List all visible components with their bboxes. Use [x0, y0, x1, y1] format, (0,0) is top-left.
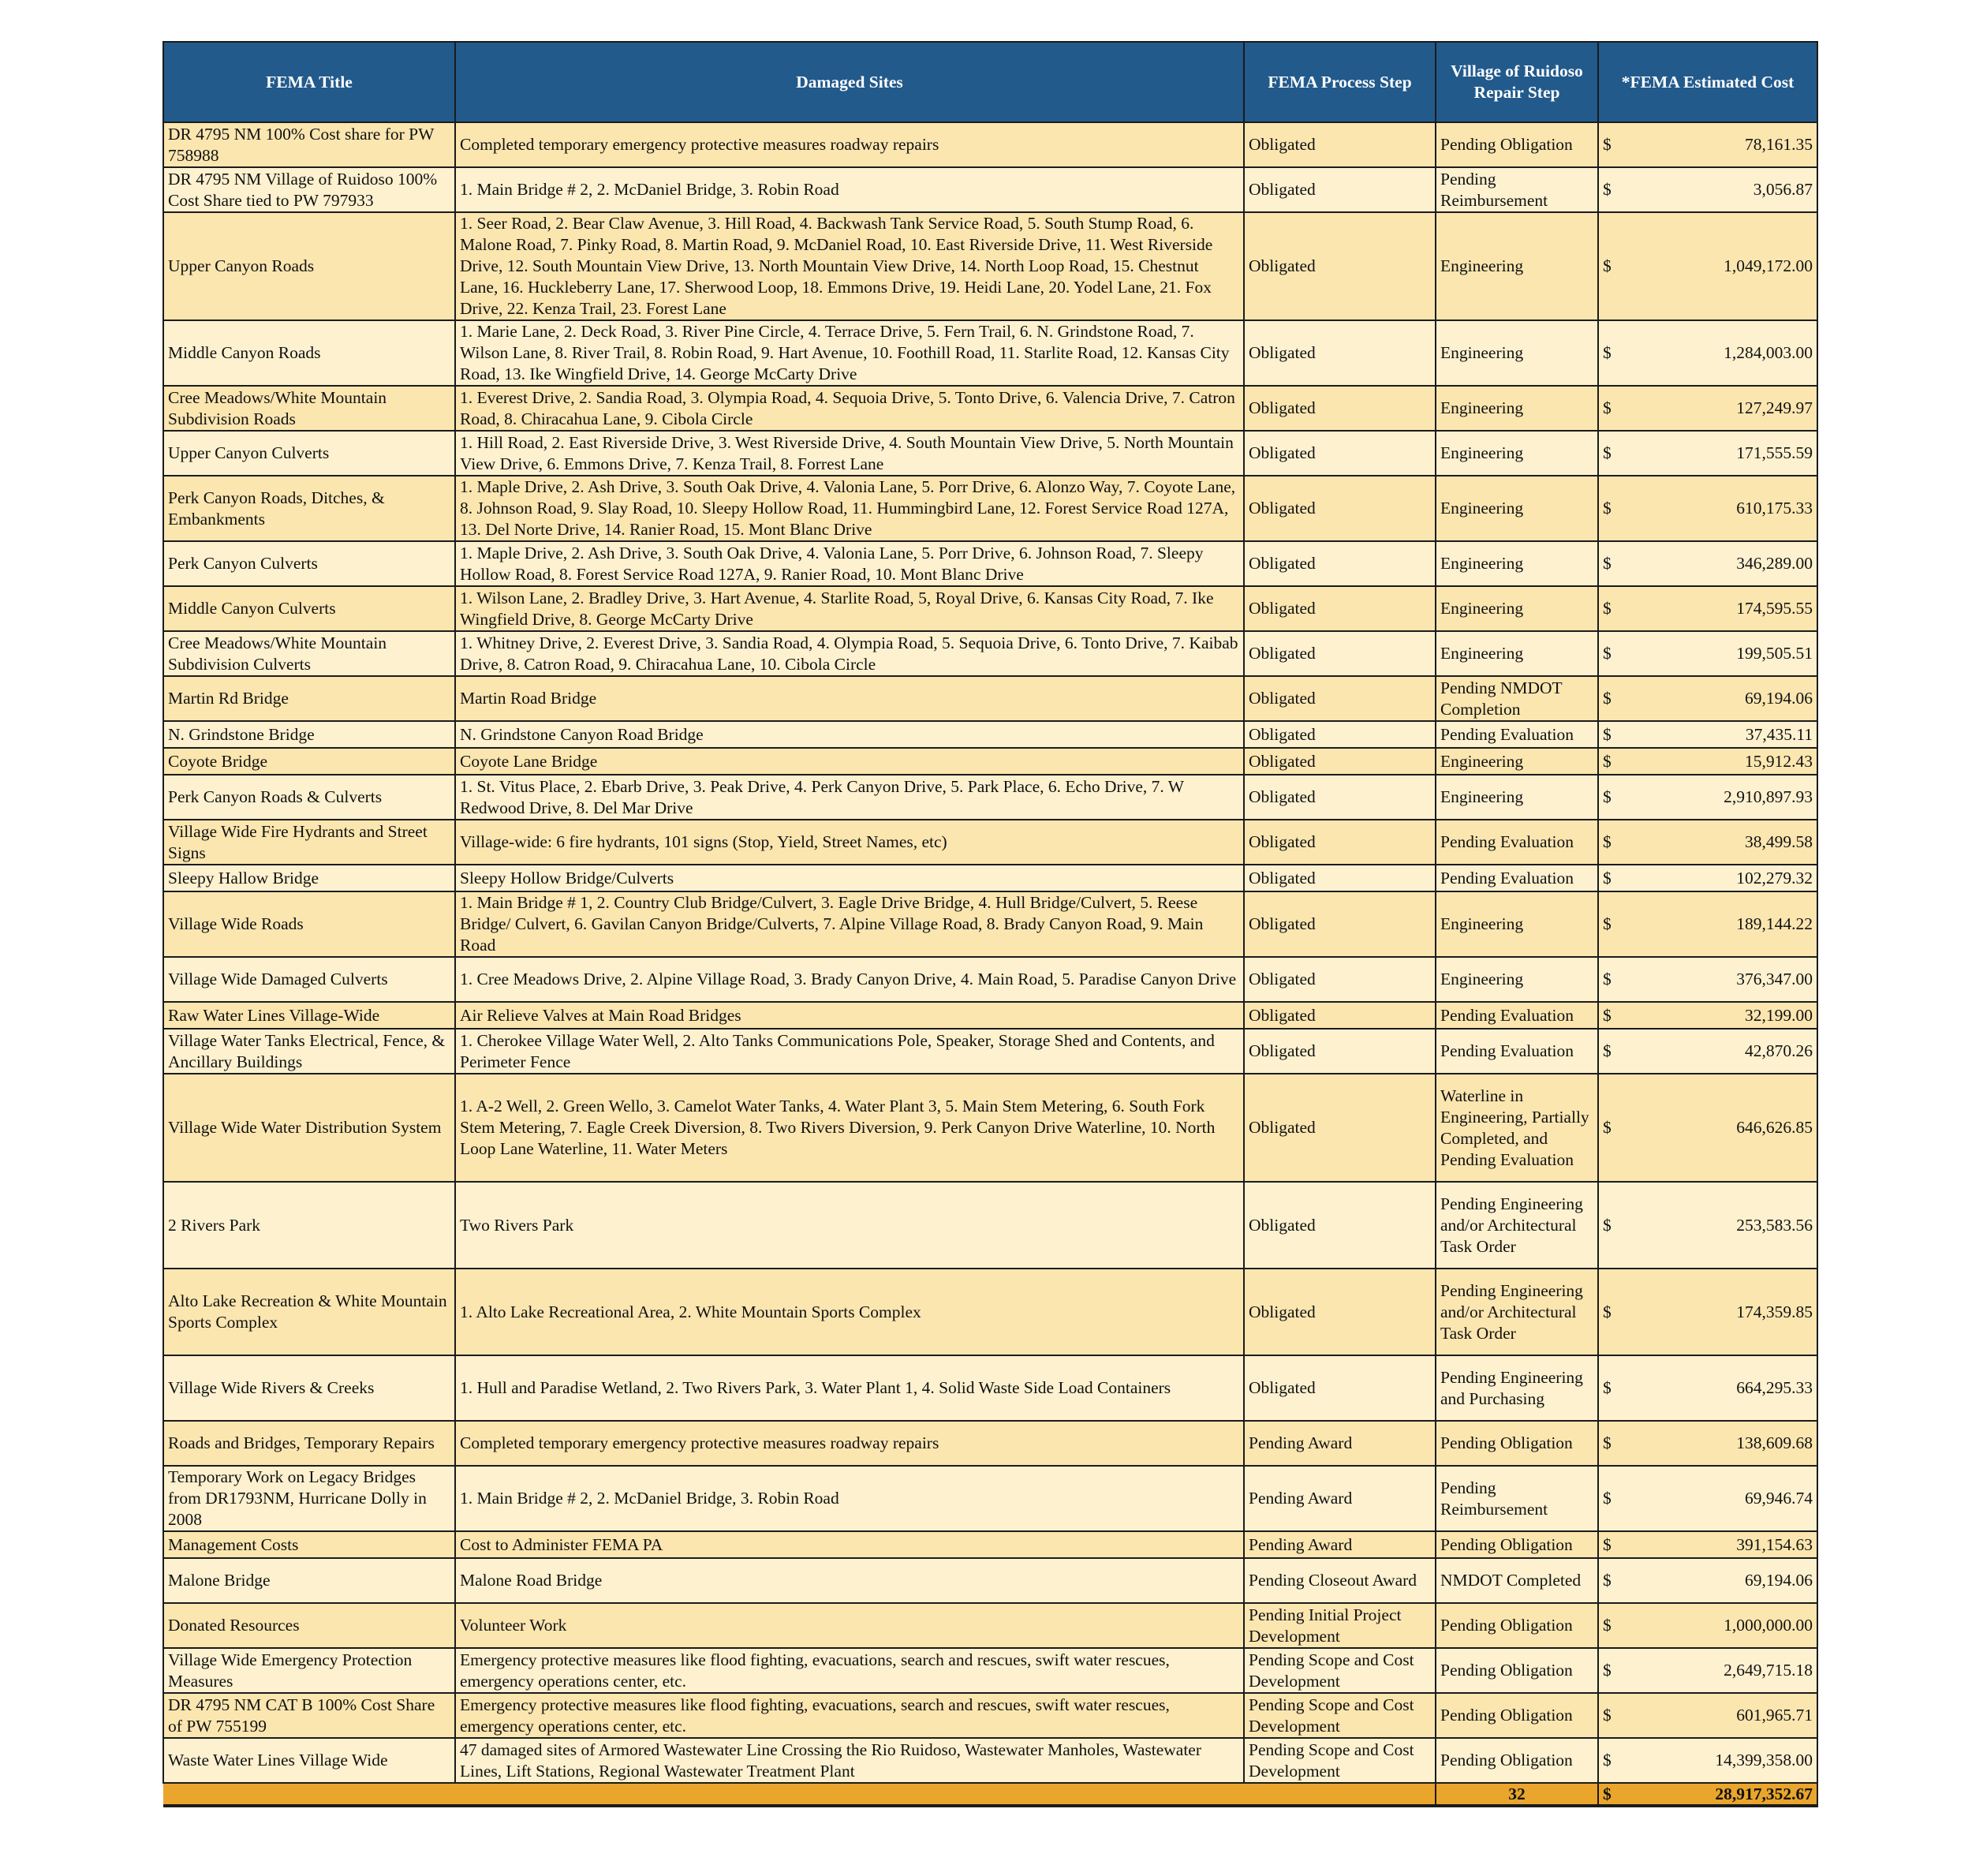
damaged-sites-cell: 1. Alto Lake Recreational Area, 2. White Mountain Sports Complex — [455, 1269, 1244, 1355]
process-step-cell: Obligated — [1244, 748, 1436, 775]
currency-cell: $ — [1598, 957, 1631, 1002]
damaged-sites-cell: 1. Maple Drive, 2. Ash Drive, 3. South Oak Drive, 4. Valonia Lane, 5. Porr Drive, 6. Johnson Road, 7. Sleepy Hollow Road, 8. Forest Service Road 127A, 9. Ranier Road, 10. Mont Blanc Drive — [455, 541, 1244, 586]
damaged-sites-cell: 1. Cree Meadows Drive, 2. Alpine Village Road, 3. Brady Canyon Drive, 4. Main Road, 5. Paradise Canyon Drive — [455, 957, 1244, 1002]
process-step-cell: Obligated — [1244, 721, 1436, 748]
currency-cell: $ — [1598, 1002, 1631, 1029]
fema-title-cell: Perk Canyon Culverts — [163, 541, 455, 586]
damaged-sites-cell: 1. Main Bridge # 2, 2. McDaniel Bridge, 3. Robin Road — [455, 167, 1244, 212]
currency-cell: $ — [1598, 586, 1631, 631]
currency-cell: $ — [1598, 775, 1631, 820]
damaged-sites-cell: N. Grindstone Canyon Road Bridge — [455, 721, 1244, 748]
process-step-cell: Obligated — [1244, 476, 1436, 541]
damaged-sites-cell: Cost to Administer FEMA PA — [455, 1531, 1244, 1558]
repair-step-cell: Engineering — [1436, 212, 1598, 320]
table-row — [163, 1182, 1817, 1269]
estimated-cost-cell: 646,626.85 — [1631, 1074, 1817, 1182]
table-row — [163, 320, 1817, 386]
fema-title-cell: Coyote Bridge — [163, 748, 455, 775]
fema-title-cell: Village Wide Roads — [163, 891, 455, 957]
damaged-sites-cell: 47 damaged sites of Armored Wastewater Line Crossing the Rio Ruidoso, Wastewater Manholes, Wastewater Lines, Lift Stations, Regional Wastewater Treatment Plant — [455, 1738, 1244, 1783]
header-row — [163, 42, 1817, 122]
header-fema-title: FEMA Title — [163, 42, 455, 122]
estimated-cost-cell: 346,289.00 — [1631, 541, 1817, 586]
table-row — [163, 586, 1817, 631]
process-step-cell: Pending Award — [1244, 1531, 1436, 1558]
repair-step-cell: Pending Obligation — [1436, 122, 1598, 167]
fema-title-cell: Martin Rd Bridge — [163, 676, 455, 721]
table-row — [163, 891, 1817, 957]
process-step-cell: Pending Award — [1244, 1466, 1436, 1531]
header-damaged-sites: Damaged Sites — [455, 42, 1244, 122]
table-row — [163, 1738, 1817, 1783]
fema-title-cell: Middle Canyon Culverts — [163, 586, 455, 631]
process-step-cell: Obligated — [1244, 631, 1436, 676]
table-row — [163, 386, 1817, 431]
process-step-cell: Obligated — [1244, 1029, 1436, 1074]
estimated-cost-cell: 102,279.32 — [1631, 865, 1817, 891]
fema-title-cell: Roads and Bridges, Temporary Repairs — [163, 1421, 455, 1466]
currency-cell: $ — [1598, 891, 1631, 957]
process-step-cell: Obligated — [1244, 122, 1436, 167]
table-row — [163, 476, 1817, 541]
estimated-cost-cell: 1,000,000.00 — [1631, 1603, 1817, 1648]
process-step-cell: Obligated — [1244, 676, 1436, 721]
repair-step-cell: Pending NMDOT Completion — [1436, 676, 1598, 721]
currency-cell: $ — [1598, 320, 1631, 386]
fema-title-cell: Upper Canyon Roads — [163, 212, 455, 320]
damaged-sites-cell: 1. Marie Lane, 2. Deck Road, 3. River Pine Circle, 4. Terrace Drive, 5. Fern Trail, 6. N. Grindstone Road, 7. Wilson Lane, 8. River Trail, 8. Robin Road, 9. Hart Avenue, 10. Foothill Road, 11. Starlite Road, 12. Kansas City Road, 13. Ike Wingfield Drive, 14. George McCarty Drive — [455, 320, 1244, 386]
damaged-sites-cell: Village-wide: 6 fire hydrants, 101 signs (Stop, Yield, Street Names, etc) — [455, 820, 1244, 865]
fema-title-cell: Raw Water Lines Village-Wide — [163, 1002, 455, 1029]
fema-title-cell: DR 4795 NM Village of Ruidoso 100% Cost Share tied to PW 797933 — [163, 167, 455, 212]
currency-cell: $ — [1598, 212, 1631, 320]
repair-step-cell: Pending Engineering and/or Architectural Task Order — [1436, 1269, 1598, 1355]
currency-cell: $ — [1598, 865, 1631, 891]
fema-title-cell: Temporary Work on Legacy Bridges from DR1793NM, Hurricane Dolly in 2008 — [163, 1466, 455, 1531]
fema-title-cell: Village Wide Emergency Protection Measures — [163, 1648, 455, 1693]
repair-step-cell: Pending Obligation — [1436, 1738, 1598, 1783]
fema-title-cell: Donated Resources — [163, 1603, 455, 1648]
currency-cell: $ — [1598, 1029, 1631, 1074]
damaged-sites-cell: Completed temporary emergency protective measures roadway repairs — [455, 1421, 1244, 1466]
header-fema-process-step: FEMA Process Step — [1244, 42, 1436, 122]
fema-title-cell: Cree Meadows/White Mountain Subdivision Roads — [163, 386, 455, 431]
damaged-sites-cell: 1. Main Bridge # 2, 2. McDaniel Bridge, 3. Robin Road — [455, 1466, 1244, 1531]
damaged-sites-cell: 1. Main Bridge # 1, 2. Country Club Bridge/Culvert, 3. Eagle Drive Bridge, 4. Hull Bridge/Culvert, 5. Reese Bridge/ Culvert, 6. Gavilan Canyon Bridge/Culverts, 7. Alpine Village Road, 8. Brady Canyon Road, 9. Main Road — [455, 891, 1244, 957]
fema-title-cell: Sleepy Hallow Bridge — [163, 865, 455, 891]
table-row — [163, 1693, 1817, 1738]
process-step-cell: Pending Scope and Cost Development — [1244, 1738, 1436, 1783]
process-step-cell: Pending Scope and Cost Development — [1244, 1693, 1436, 1738]
fema-title-cell: Alto Lake Recreation & White Mountain Sports Complex — [163, 1269, 455, 1355]
repair-step-cell: Pending Evaluation — [1436, 820, 1598, 865]
fema-title-cell: 2 Rivers Park — [163, 1182, 455, 1269]
table-row — [163, 212, 1817, 320]
fema-title-cell: DR 4795 NM CAT B 100% Cost Share of PW 755199 — [163, 1693, 455, 1738]
estimated-cost-cell: 610,175.33 — [1631, 476, 1817, 541]
currency-cell: $ — [1598, 1603, 1631, 1648]
header-estimated-cost: *FEMA Estimated Cost — [1598, 42, 1817, 122]
damaged-sites-cell: 1. Wilson Lane, 2. Bradley Drive, 3. Hart Avenue, 4. Starlite Road, 5, Royal Drive, 6. Kansas City Road, 7. Ike Wingfield Drive, 8. George McCarty Drive — [455, 586, 1244, 631]
fema-title-cell: Middle Canyon Roads — [163, 320, 455, 386]
repair-step-cell: Waterline in Engineering, Partially Completed, and Pending Evaluation — [1436, 1074, 1598, 1182]
table-row — [163, 1558, 1817, 1603]
fema-title-cell: Village Wide Rivers & Creeks — [163, 1355, 455, 1421]
repair-step-cell: Pending Reimbursement — [1436, 1466, 1598, 1531]
estimated-cost-cell: 601,965.71 — [1631, 1693, 1817, 1738]
process-step-cell: Obligated — [1244, 1002, 1436, 1029]
repair-step-cell: Engineering — [1436, 748, 1598, 775]
process-step-cell: Obligated — [1244, 167, 1436, 212]
repair-step-cell: Pending Obligation — [1436, 1603, 1598, 1648]
estimated-cost-cell: 37,435.11 — [1631, 721, 1817, 748]
damaged-sites-cell: 1. Maple Drive, 2. Ash Drive, 3. South Oak Drive, 4. Valonia Lane, 5. Porr Drive, 6. Alonzo Way, 7. Coyote Lane, 8. Johnson Road, 9. Slay Road, 10. Sleepy Hollow Road, 11. Hummingbird Lane, 12. Forest Service Road 127A, 13. Del Norte Drive, 14. Ranier Road, 15. Mont Blanc Drive — [455, 476, 1244, 541]
table-body — [163, 122, 1817, 1783]
damaged-sites-cell: Sleepy Hollow Bridge/Culverts — [455, 865, 1244, 891]
estimated-cost-cell: 253,583.56 — [1631, 1182, 1817, 1269]
estimated-cost-cell: 42,870.26 — [1631, 1029, 1817, 1074]
damaged-sites-cell: Emergency protective measures like flood fighting, evacuations, search and rescues, swift water rescues, emergency operations center, etc. — [455, 1648, 1244, 1693]
process-step-cell: Obligated — [1244, 541, 1436, 586]
table-row — [163, 1466, 1817, 1531]
process-step-cell: Pending Closeout Award — [1244, 1558, 1436, 1603]
fema-title-cell: N. Grindstone Bridge — [163, 721, 455, 748]
damaged-sites-cell: 1. A-2 Well, 2. Green Wello, 3. Camelot Water Tanks, 4. Water Plant 3, 5. Main Stem Metering, 6. South Fork Stem Metering, 7. Eagle Creek Diversion, 8. Two Rivers Diversion, 9. Perk Canyon Drive Waterline, 10. North Loop Lane Waterline, 11. Water Meters — [455, 1074, 1244, 1182]
estimated-cost-cell: 171,555.59 — [1631, 431, 1817, 476]
repair-step-cell: Pending Obligation — [1436, 1531, 1598, 1558]
process-step-cell: Obligated — [1244, 320, 1436, 386]
repair-step-cell: Pending Engineering and Purchasing — [1436, 1355, 1598, 1421]
table-row — [163, 957, 1817, 1002]
fema-title-cell: Perk Canyon Roads, Ditches, & Embankments — [163, 476, 455, 541]
estimated-cost-cell: 69,194.06 — [1631, 676, 1817, 721]
currency-cell: $ — [1598, 1355, 1631, 1421]
process-step-cell: Obligated — [1244, 386, 1436, 431]
total-count: 32 — [1436, 1783, 1598, 1806]
damaged-sites-cell: 1. Seer Road, 2. Bear Claw Avenue, 3. Hill Road, 4. Backwash Tank Service Road, 5. South Stump Road, 6. Malone Road, 7. Pinky Road, 8. Martin Road, 9. McDaniel Road, 10. East Riverside Drive, 11. West Riverside Drive, 12. South Mountain View Drive, 13. North Mountain View Drive, 14. North Loop Road, 15. Chestnut Lane, 16. Huckleberry Lane, 17. Sherwood Loop, 18. Emmons Drive, 19. Heidi Lane, 20. Yodel Lane, 21. Fox Drive, 22. Kenza Trail, 23. Forest Lane — [455, 212, 1244, 320]
fema-title-cell: Village Wide Damaged Culverts — [163, 957, 455, 1002]
estimated-cost-cell: 138,609.68 — [1631, 1421, 1817, 1466]
estimated-cost-cell: 78,161.35 — [1631, 122, 1817, 167]
repair-step-cell: Engineering — [1436, 320, 1598, 386]
damaged-sites-cell: Emergency protective measures like flood fighting, evacuations, search and rescues, swift water rescues, emergency operations center, etc. — [455, 1693, 1244, 1738]
process-step-cell: Obligated — [1244, 891, 1436, 957]
currency-cell: $ — [1598, 1531, 1631, 1558]
damaged-sites-cell: Malone Road Bridge — [455, 1558, 1244, 1603]
process-step-cell: Pending Scope and Cost Development — [1244, 1648, 1436, 1693]
damaged-sites-cell: 1. Hill Road, 2. East Riverside Drive, 3. West Riverside Drive, 4. South Mountain View Drive, 5. North Mountain View Drive, 6. Emmons Drive, 7. Kenza Trail, 8. Forrest Lane — [455, 431, 1244, 476]
fema-title-cell: Village Wide Water Distribution System — [163, 1074, 455, 1182]
table-row — [163, 1648, 1817, 1693]
repair-step-cell: Engineering — [1436, 431, 1598, 476]
table-row — [163, 748, 1817, 775]
total-currency: $ — [1598, 1783, 1631, 1806]
table-row — [163, 1269, 1817, 1355]
currency-cell: $ — [1598, 1693, 1631, 1738]
totals-spacer — [163, 1783, 455, 1806]
currency-cell: $ — [1598, 631, 1631, 676]
currency-cell: $ — [1598, 1182, 1631, 1269]
repair-step-cell: Engineering — [1436, 891, 1598, 957]
currency-cell: $ — [1598, 1269, 1631, 1355]
table-row — [163, 1355, 1817, 1421]
estimated-cost-cell: 174,595.55 — [1631, 586, 1817, 631]
currency-cell: $ — [1598, 431, 1631, 476]
process-step-cell: Obligated — [1244, 1182, 1436, 1269]
repair-step-cell: Pending Obligation — [1436, 1693, 1598, 1738]
damaged-sites-cell: Volunteer Work — [455, 1603, 1244, 1648]
estimated-cost-cell: 189,144.22 — [1631, 891, 1817, 957]
estimated-cost-cell: 69,194.06 — [1631, 1558, 1817, 1603]
header-repair-step: Village of Ruidoso Repair Step — [1436, 42, 1598, 122]
estimated-cost-cell: 32,199.00 — [1631, 1002, 1817, 1029]
table-row — [163, 1603, 1817, 1648]
currency-cell: $ — [1598, 1648, 1631, 1693]
table-row — [163, 541, 1817, 586]
repair-step-cell: Engineering — [1436, 775, 1598, 820]
currency-cell: $ — [1598, 748, 1631, 775]
repair-step-cell: Pending Engineering and/or Architectural Task Order — [1436, 1182, 1598, 1269]
table-row — [163, 721, 1817, 748]
process-step-cell: Obligated — [1244, 775, 1436, 820]
currency-cell: $ — [1598, 1421, 1631, 1466]
estimated-cost-cell: 174,359.85 — [1631, 1269, 1817, 1355]
fema-title-cell: Perk Canyon Roads & Culverts — [163, 775, 455, 820]
damaged-sites-cell: Coyote Lane Bridge — [455, 748, 1244, 775]
estimated-cost-cell: 376,347.00 — [1631, 957, 1817, 1002]
repair-step-cell: Pending Obligation — [1436, 1421, 1598, 1466]
currency-cell: $ — [1598, 1466, 1631, 1531]
fema-cost-table — [162, 41, 1818, 1807]
currency-cell: $ — [1598, 1738, 1631, 1783]
damaged-sites-cell: Martin Road Bridge — [455, 676, 1244, 721]
estimated-cost-cell: 391,154.63 — [1631, 1531, 1817, 1558]
table-row — [163, 631, 1817, 676]
currency-cell: $ — [1598, 1558, 1631, 1603]
repair-step-cell: Pending Reimbursement — [1436, 167, 1598, 212]
currency-cell: $ — [1598, 476, 1631, 541]
table-row — [163, 1029, 1817, 1074]
process-step-cell: Pending Award — [1244, 1421, 1436, 1466]
currency-cell: $ — [1598, 676, 1631, 721]
process-step-cell: Pending Initial Project Development — [1244, 1603, 1436, 1648]
damaged-sites-cell: Completed temporary emergency protective measures roadway repairs — [455, 122, 1244, 167]
estimated-cost-cell: 1,049,172.00 — [1631, 212, 1817, 320]
repair-step-cell: Engineering — [1436, 541, 1598, 586]
currency-cell: $ — [1598, 122, 1631, 167]
repair-step-cell: Engineering — [1436, 586, 1598, 631]
repair-step-cell: Pending Evaluation — [1436, 1002, 1598, 1029]
estimated-cost-cell: 199,505.51 — [1631, 631, 1817, 676]
process-step-cell: Obligated — [1244, 1269, 1436, 1355]
damaged-sites-cell: 1. Cherokee Village Water Well, 2. Alto Tanks Communications Pole, Speaker, Storage Shed and Contents, and Perimeter Fence — [455, 1029, 1244, 1074]
fema-title-cell: Malone Bridge — [163, 1558, 455, 1603]
damaged-sites-cell: Air Relieve Valves at Main Road Bridges — [455, 1002, 1244, 1029]
fema-title-cell: Management Costs — [163, 1531, 455, 1558]
estimated-cost-cell: 38,499.58 — [1631, 820, 1817, 865]
estimated-cost-cell: 2,910,897.93 — [1631, 775, 1817, 820]
fema-title-cell: Village Water Tanks Electrical, Fence, & Ancillary Buildings — [163, 1029, 455, 1074]
estimated-cost-cell: 1,284,003.00 — [1631, 320, 1817, 386]
damaged-sites-cell: 1. Everest Drive, 2. Sandia Road, 3. Olympia Road, 4. Sequoia Drive, 5. Tonto Drive, 6. Valencia Drive, 7. Catron Road, 8. Chiracahua Lane, 9. Cibola Circle — [455, 386, 1244, 431]
table-row — [163, 820, 1817, 865]
totals-row — [163, 1783, 1817, 1806]
currency-cell: $ — [1598, 721, 1631, 748]
table-row — [163, 1421, 1817, 1466]
repair-step-cell: Pending Evaluation — [1436, 865, 1598, 891]
table-row — [163, 1074, 1817, 1182]
process-step-cell: Obligated — [1244, 212, 1436, 320]
estimated-cost-cell: 3,056.87 — [1631, 167, 1817, 212]
repair-step-cell: Pending Evaluation — [1436, 1029, 1598, 1074]
totals-spacer — [455, 1783, 1244, 1806]
estimated-cost-cell: 664,295.33 — [1631, 1355, 1817, 1421]
fema-title-cell: Waste Water Lines Village Wide — [163, 1738, 455, 1783]
currency-cell: $ — [1598, 1074, 1631, 1182]
process-step-cell: Obligated — [1244, 1355, 1436, 1421]
table-row — [163, 431, 1817, 476]
currency-cell: $ — [1598, 541, 1631, 586]
repair-step-cell: Engineering — [1436, 631, 1598, 676]
fema-title-cell: DR 4795 NM 100% Cost share for PW 758988 — [163, 122, 455, 167]
process-step-cell: Obligated — [1244, 586, 1436, 631]
table-row — [163, 167, 1817, 212]
damaged-sites-cell: 1. Whitney Drive, 2. Everest Drive, 3. Sandia Road, 4. Olympia Road, 5. Sequoia Drive, 6. Tonto Drive, 7. Kaibab Drive, 8. Catron Road, 9. Chiracahua Lane, 10. Cibola Circle — [455, 631, 1244, 676]
totals-spacer — [1244, 1783, 1436, 1806]
repair-step-cell: Engineering — [1436, 476, 1598, 541]
fema-title-cell: Village Wide Fire Hydrants and Street Signs — [163, 820, 455, 865]
process-step-cell: Obligated — [1244, 820, 1436, 865]
estimated-cost-cell: 69,946.74 — [1631, 1466, 1817, 1531]
estimated-cost-cell: 14,399,358.00 — [1631, 1738, 1817, 1783]
estimated-cost-cell: 127,249.97 — [1631, 386, 1817, 431]
repair-step-cell: Engineering — [1436, 957, 1598, 1002]
damaged-sites-cell: 1. St. Vitus Place, 2. Ebarb Drive, 3. Peak Drive, 4. Perk Canyon Drive, 5. Park Place, 6. Echo Drive, 7. W Redwood Drive, 8. Del Mar Drive — [455, 775, 1244, 820]
damaged-sites-cell: Two Rivers Park — [455, 1182, 1244, 1269]
repair-step-cell: Engineering — [1436, 386, 1598, 431]
currency-cell: $ — [1598, 820, 1631, 865]
currency-cell: $ — [1598, 167, 1631, 212]
damaged-sites-cell: 1. Hull and Paradise Wetland, 2. Two Rivers Park, 3. Water Plant 1, 4. Solid Waste Side Load Containers — [455, 1355, 1244, 1421]
table-row — [163, 775, 1817, 820]
repair-step-cell: NMDOT Completed — [1436, 1558, 1598, 1603]
table-row — [163, 865, 1817, 891]
table-row — [163, 676, 1817, 721]
process-step-cell: Obligated — [1244, 957, 1436, 1002]
repair-step-cell: Pending Obligation — [1436, 1648, 1598, 1693]
fema-title-cell: Cree Meadows/White Mountain Subdivision Culverts — [163, 631, 455, 676]
total-cost: 28,917,352.67 — [1631, 1783, 1817, 1806]
table-row — [163, 1002, 1817, 1029]
process-step-cell: Obligated — [1244, 865, 1436, 891]
estimated-cost-cell: 15,912.43 — [1631, 748, 1817, 775]
fema-title-cell: Upper Canyon Culverts — [163, 431, 455, 476]
process-step-cell: Obligated — [1244, 431, 1436, 476]
table-row — [163, 1531, 1817, 1558]
repair-step-cell: Pending Evaluation — [1436, 721, 1598, 748]
process-step-cell: Obligated — [1244, 1074, 1436, 1182]
currency-cell: $ — [1598, 386, 1631, 431]
estimated-cost-cell: 2,649,715.18 — [1631, 1648, 1817, 1693]
table-row — [163, 122, 1817, 167]
